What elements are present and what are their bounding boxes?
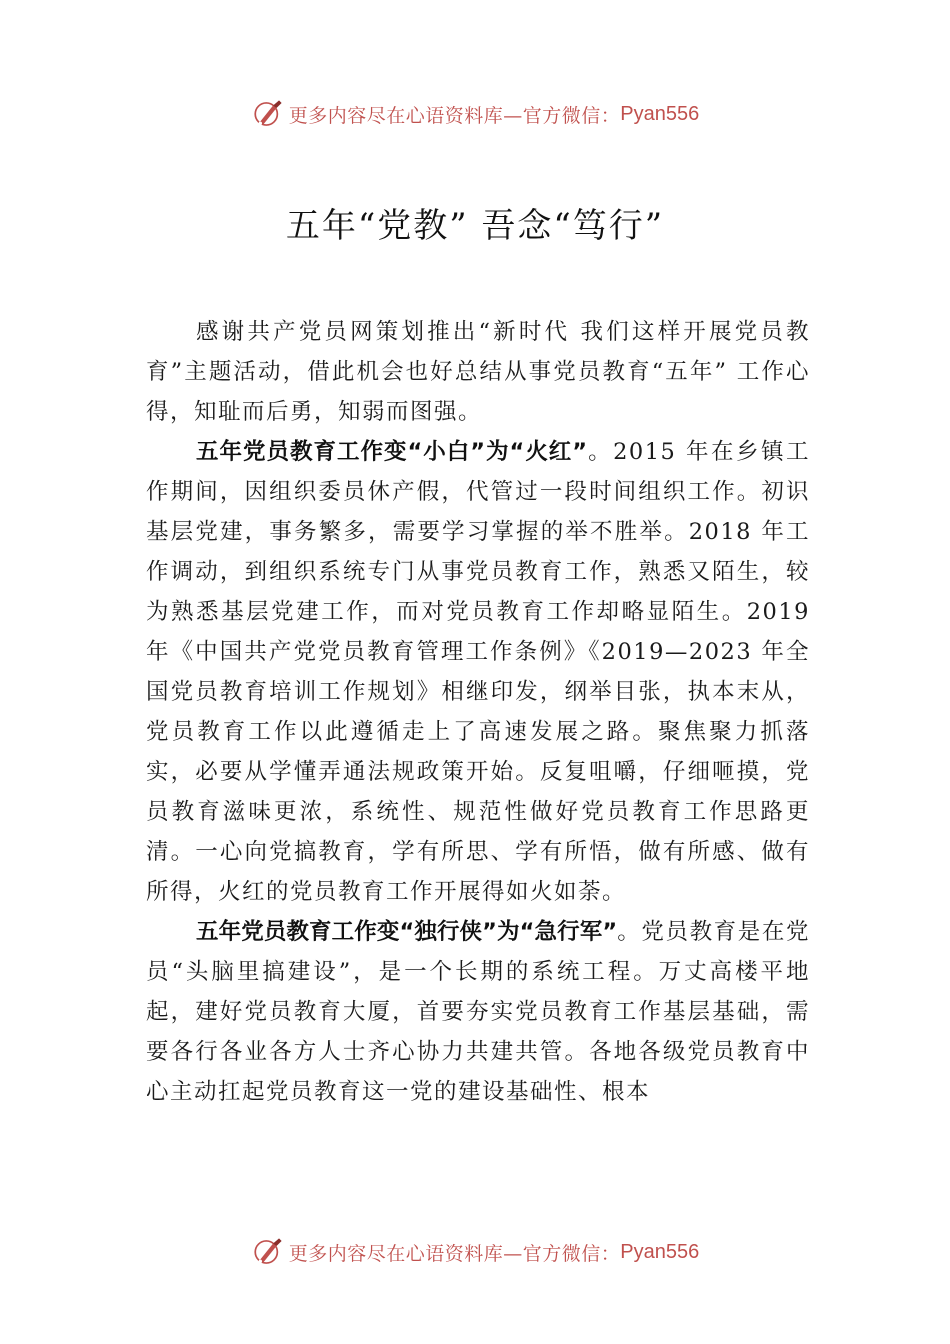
document-title: 五年“党教” 吾念“笃行” — [285, 206, 665, 246]
paragraph-1-text: 感谢共产党员网策划推出“新时代 我们这样开展党员教育”主题活动，借此机会也好总结从事党员教育“五年” 工作心得，知耻而后勇，知弱而图强。 — [146, 319, 810, 425]
paragraph-3-heading: 五年党员教育工作变“独行侠”为“急行军” — [196, 919, 618, 945]
paragraph-2 — [146, 432, 810, 912]
paragraph-1 — [146, 312, 810, 432]
paragraph-3-text: 。党员教育是在党员“头脑里搞建设”，是一个长期的系统工程。万丈高楼平地起，建好党员教育大厦，首要夯实党员教育工作基层基础，需要各行各业各方人士齐心协力共建共管。各地各级党员教育中心主动扛起党员教育这一党的建设基础性、根本 — [146, 919, 810, 1105]
banner-text: 更多内容尽在心语资料库—官方微信： — [288, 1242, 621, 1265]
document-body — [146, 312, 810, 1112]
footer-banner — [0, 1232, 950, 1272]
pen-nib-logo-icon — [251, 97, 285, 131]
banner-wechat-id: Pyan556 — [620, 102, 700, 125]
paragraph-2-text: 。2015 年在乡镇工作期间，因组织委员休产假，代管过一段时间组织工作。初识基层党建，事务繁多，需要学习掌握的举不胜举。2018 年工作调动，到组织系统专门从事党员教育工作，熟悉又陌生，较为熟悉基层党建工作，而对党员教育工作却略显陌生。2019 年《中国共产党党员教育管理工作条例》《2019—2023 年全国党员教育培训工作规划》相继印发，纲举目张，执本末从，党员教育工作以此遵循走上了高速发展之路。聚焦聚力抓落实，必要从学懂弄通法规政策开始。反复咀嚼，仔细咂摸，党员教育滋味更浓，系统性、规范性做好党员教育工作思路更清。一心向党搞教育，学有所思、学有所悟，做有所感、做有所得，火红的党员教育工作开展得如火如荼。 — [146, 439, 810, 905]
banner-text: 更多内容尽在心语资料库—官方微信： — [288, 104, 621, 127]
header-banner — [0, 94, 950, 134]
paragraph-3 — [146, 912, 810, 1112]
banner-wechat-id: Pyan556 — [620, 1240, 700, 1263]
pen-nib-logo-icon — [251, 1235, 285, 1269]
paragraph-2-heading: 五年党员教育工作变“小白”为“火红” — [196, 439, 588, 465]
